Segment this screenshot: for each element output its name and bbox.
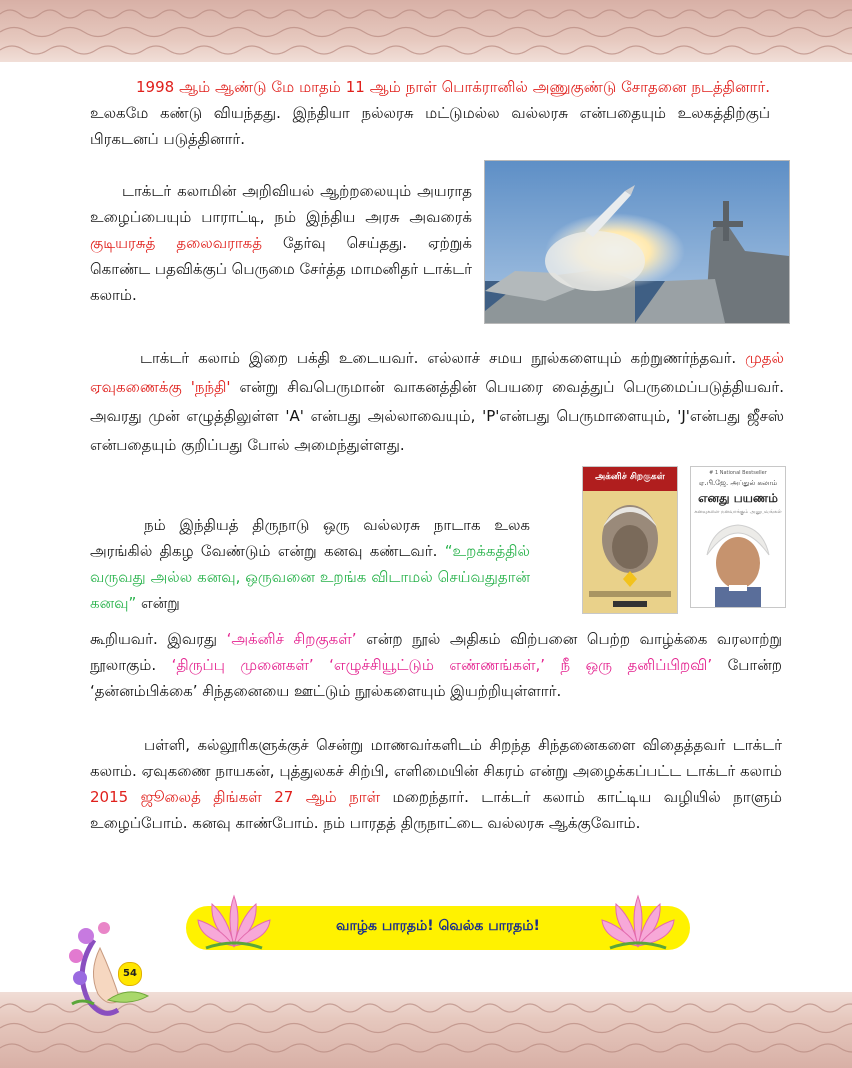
paragraph-text: போன்ற ‘தன்னம்பிக்கை’ சிந்தனையை ஊட்டும் நூல்களையும் இயற்றியுள்ளார்.: [90, 656, 782, 700]
paragraph-text: டாக்டர் கலாம் இறை பக்தி உடையவர். எல்லாச் சமய நூல்களையும் கற்றுணர்ந்தவர்.: [140, 349, 746, 367]
missile-photo-illustration: [485, 161, 789, 323]
paragraph-text: மறைந்தார். டாக்டர் கலாம் காட்டிய வழியில் நாளும் உழைப்போம். கனவு காண்போம். நம் பாரதத் திருநாட்டை வல்லரசு ஆக்குவோம்.: [90, 788, 782, 832]
pokhran-date-highlight: 1998 ஆம் ஆண்டு மே மாதம் 11 ஆம் நாள் பொக்ரானில் அணுகுண்டு சோதனை நடத்தினார்.: [136, 78, 770, 96]
page-number-badge: 54: [118, 962, 142, 986]
book1-title: அக்னிச் சிறகுகள்: [595, 472, 665, 482]
top-decorative-border: [0, 0, 852, 66]
death-date-highlight: 2015 ஜூலைத் திங்கள் 27 ஆம் நாள்: [90, 788, 381, 806]
paragraph-pokhran: [90, 74, 770, 152]
nandhi-highlight: முதல் ஏவுகணைக்கு 'நந்தி': [90, 349, 784, 396]
paragraph-text: கூறியவர். இவரது: [90, 630, 227, 648]
ship-missile-launch-photo: [484, 160, 790, 324]
paragraph-books: [90, 626, 782, 704]
paragraph-text: தேர்வு செய்தது. ஏற்றுக் கொண்ட பதவிக்குப் பெருமை சேர்த்த மாமனிதர் டாக்டர் கலாம்.: [90, 234, 472, 304]
lotus-left-icon: [196, 888, 272, 950]
slogan-text: வாழ்க பாரதம்! வெல்க பாரதம்!: [336, 918, 540, 934]
paragraph-dream: [90, 512, 530, 616]
paragraph-text: என்று சிவபெருமான் வாகனத்தின் பெயரை வைத்துப் பெருமைப்படுத்தியவர். அவரது முன் எழுத்திலுள்ள 'A' என்பது அல்லாவையும், 'P'என்பது பெருமாளையும், 'J'என்பது ஜீசஸ் என்பதையும் குறிப்பது போல் அமைந்துள்ளது.: [90, 378, 785, 454]
lotus-right-icon: [600, 888, 676, 950]
paragraph-text: என்று: [136, 594, 180, 612]
president-highlight: குடியரசுத் தலைவராகத்: [90, 234, 263, 252]
book2-author: ஏ.பி.ஜே. அப்துல் கலாம்: [698, 479, 778, 487]
book2-subtitle: கனவுகளை நனவாக்கும் அனுபவங்கள்: [694, 509, 782, 515]
agni-siragugal-book-cover: [582, 466, 678, 614]
book1-portrait-illustration: [583, 467, 677, 613]
enadhu-payanam-book-cover: [690, 466, 786, 608]
dream-quote: “உறக்கத்தில் வருவது அல்ல கனவு, ஒருவனை உறங்க விடாமல் செய்வதுதான் கனவு”: [90, 542, 530, 612]
paragraph-text: பள்ளி, கல்லூரிகளுக்குச் சென்று மாணவர்களிடம் சிறந்த சிந்தனைகளை விதைத்தவர் டாக்டர் கலாம். ஏவுகணை நாயகன், புத்துலகச் சிற்பி, எளிமையின் சிகரம் என்று அழைக்கப்பட்ட டாக்டர் கலாம்: [90, 736, 782, 780]
paragraph-text: உலகமே கண்டு வியந்தது. இந்தியா நல்லரசு மட்டுமல்ல வல்லரசு என்பதையும் உலகத்திற்குப் பிரகடனப் படுத்தினார்.: [90, 104, 770, 148]
book2-portrait-illustration: [691, 467, 785, 607]
book2-tagline: # 1 National Bestseller: [709, 470, 767, 476]
paragraph-legacy: [90, 732, 782, 836]
book2-title: எனது பயணம்: [698, 491, 778, 505]
agni-siragugal-title: ‘அக்னிச் சிறகுகள்’: [226, 630, 357, 648]
paragraph-president: [90, 178, 472, 308]
paragraph-text: நம் இந்தியத் திருநாடு ஒரு வல்லரசு நாடாக உலக அரங்கில் திகழ வேண்டும் என்று கனவு கண்டவர்.: [90, 516, 530, 560]
paragraph-text: டாக்டர் கலாமின் அறிவியல் ஆற்றலையும் அயராத உழைப்பையும் பாராட்டி, நம் இந்திய அரசு அவரைக்: [90, 182, 472, 226]
script-pattern-top: [0, 0, 852, 66]
paragraph-text: என்ற நூல் அதிகம் விற்பனை பெற்ற வாழ்க்கை வரலாற்று நூலாகும்.: [90, 630, 783, 674]
other-books-titles: ‘திருப்பு முனைகள்’ ‘எழுச்சியூட்டும் எண்ணங்கள்,’ நீ ஒரு தனிப்பிறவி’: [171, 656, 713, 674]
paragraph-devotion: [90, 344, 784, 460]
